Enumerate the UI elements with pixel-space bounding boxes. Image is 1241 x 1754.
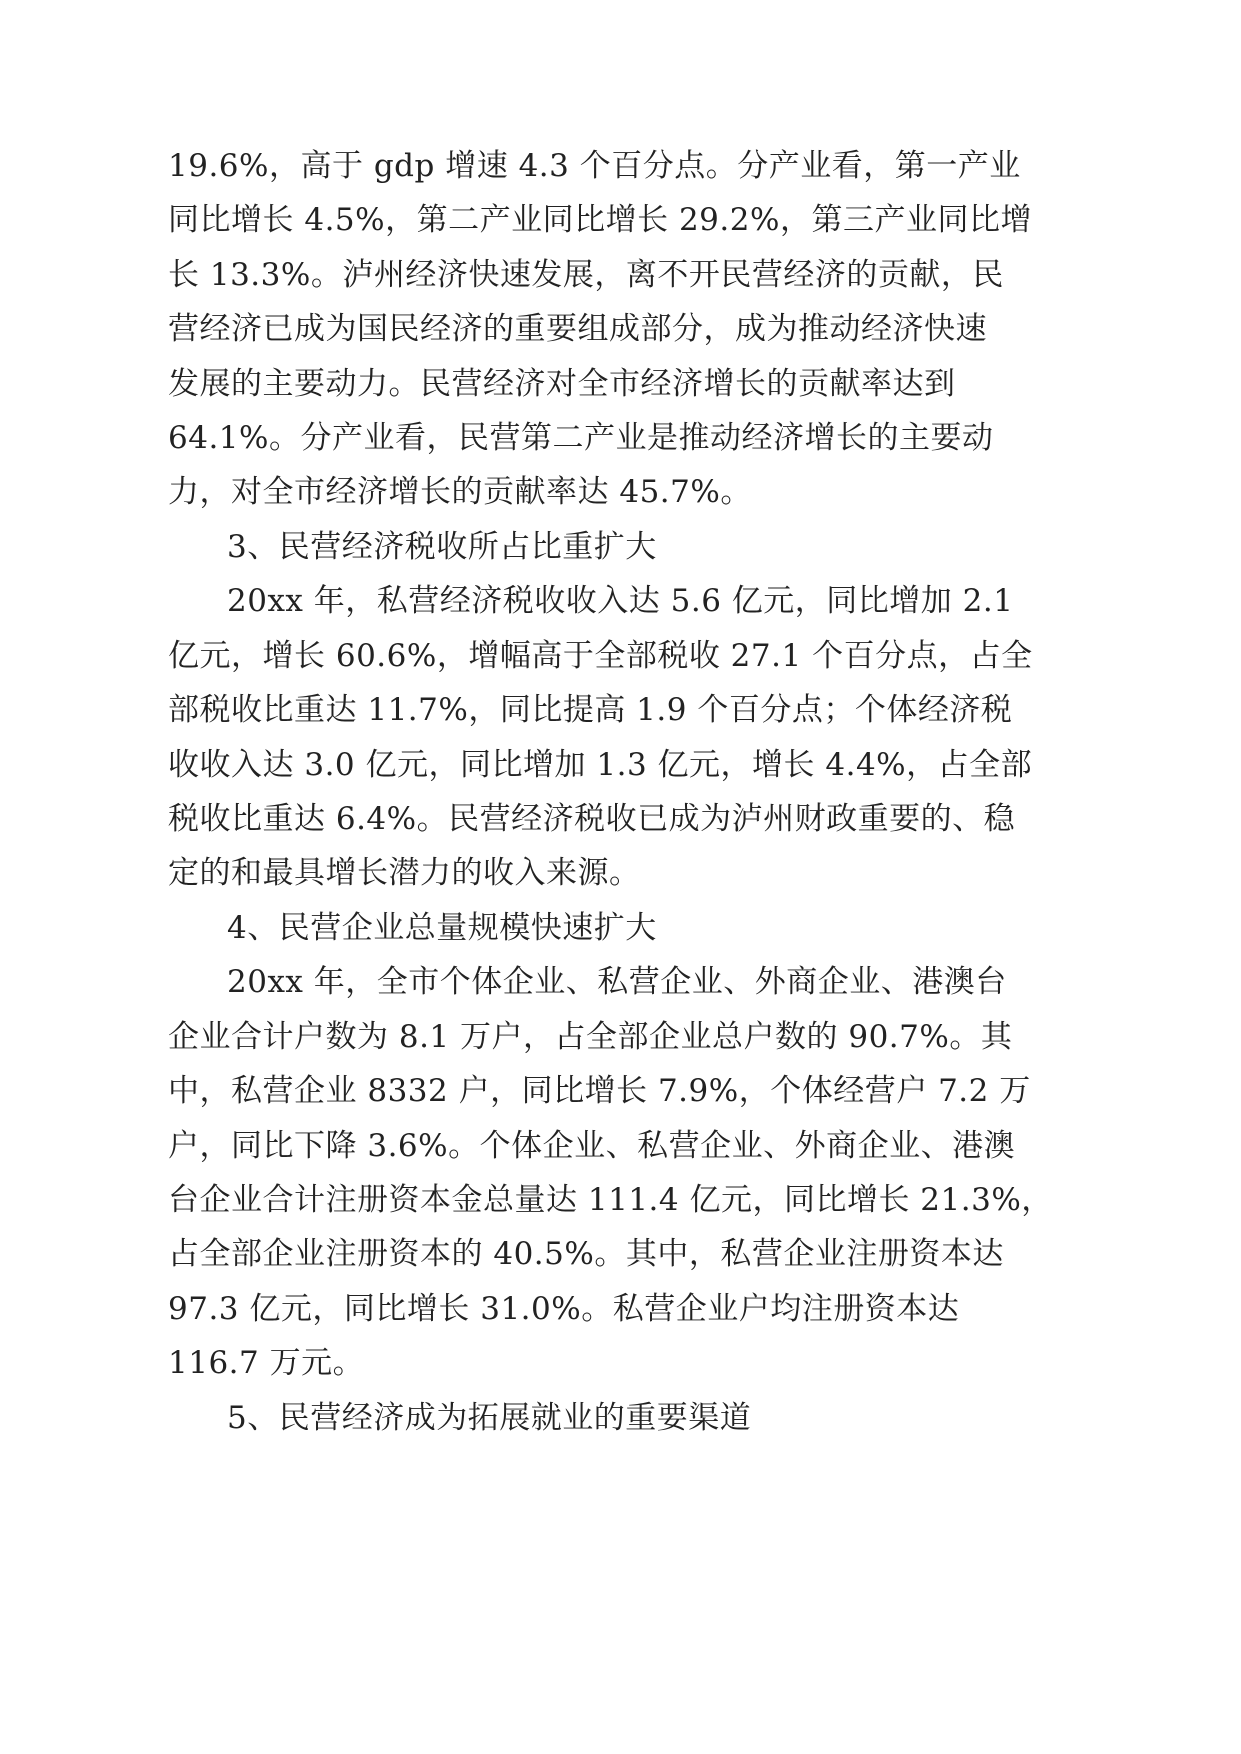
text-line: 同比增长 4.5%，第二产业同比增长 29.2%，第三产业同比增 [168,202,1032,238]
text-line: 116.7 万元。 [168,1345,365,1381]
text-line: 64.1%。分产业看，民营第二产业是推动经济增长的主要动 [168,420,994,456]
section-heading-5: 5、民营经济成为拓展就业的重要渠道 [227,1400,752,1436]
text-line: 企业合计户数为 8.1 万户，占全部企业总户数的 90.7%。其 [168,1019,1013,1055]
text-line: 97.3 亿元，同比增长 31.0%。私营企业户均注册资本达 [168,1291,960,1327]
text-line: 台企业合计注册资本金总量达 111.4 亿元，同比增长 21.3%， [168,1182,1053,1218]
text-line: 20xx 年，全市个体企业、私营企业、外商企业、港澳台 [227,964,1007,1000]
text-line: 收收入达 3.0 亿元，同比增加 1.3 亿元，增长 4.4%，占全部 [168,747,1033,783]
text-line: 中，私营企业 8332 户，同比增长 7.9%，个体经营户 7.2 万 [168,1073,1031,1109]
text-line: 定的和最具增长潜力的收入来源。 [168,855,641,891]
text-line: 亿元，增长 60.6%，增幅高于全部税收 27.1 个百分点，占全 [168,638,1033,674]
section-heading-3: 3、民营经济税收所占比重扩大 [227,529,657,565]
text-line: 占全部企业注册资本的 40.5%。其中，私营企业注册资本达 [168,1236,1004,1272]
text-line: 力，对全市经济增长的贡献率达 45.7%。 [168,474,752,510]
text-line: 20xx 年，私营经济税收收入达 5.6 亿元，同比增加 2.1 [227,583,1014,619]
text-line: 长 13.3%。泸州经济快速发展，离不开民营经济的贡献，民 [168,257,1004,293]
text-line: 税收比重达 6.4%。民营经济税收已成为泸州财政重要的、稳 [168,801,1016,837]
text-line: 发展的主要动力。民营经济对全市经济增长的贡献率达到 [168,366,956,402]
text-line: 部税收比重达 11.7%，同比提高 1.9 个百分点；个体经济税 [168,692,1013,728]
text-line: 户，同比下降 3.6%。个体企业、私营企业、外商企业、港澳 [168,1128,1016,1164]
text-line: 营经济已成为国民经济的重要组成部分，成为推动经济快速 [168,311,987,347]
text-line: 19.6%，高于 gdp 增速 4.3 个百分点。分产业看，第一产业 [168,148,1021,184]
section-heading-4: 4、民营企业总量规模快速扩大 [227,910,657,946]
